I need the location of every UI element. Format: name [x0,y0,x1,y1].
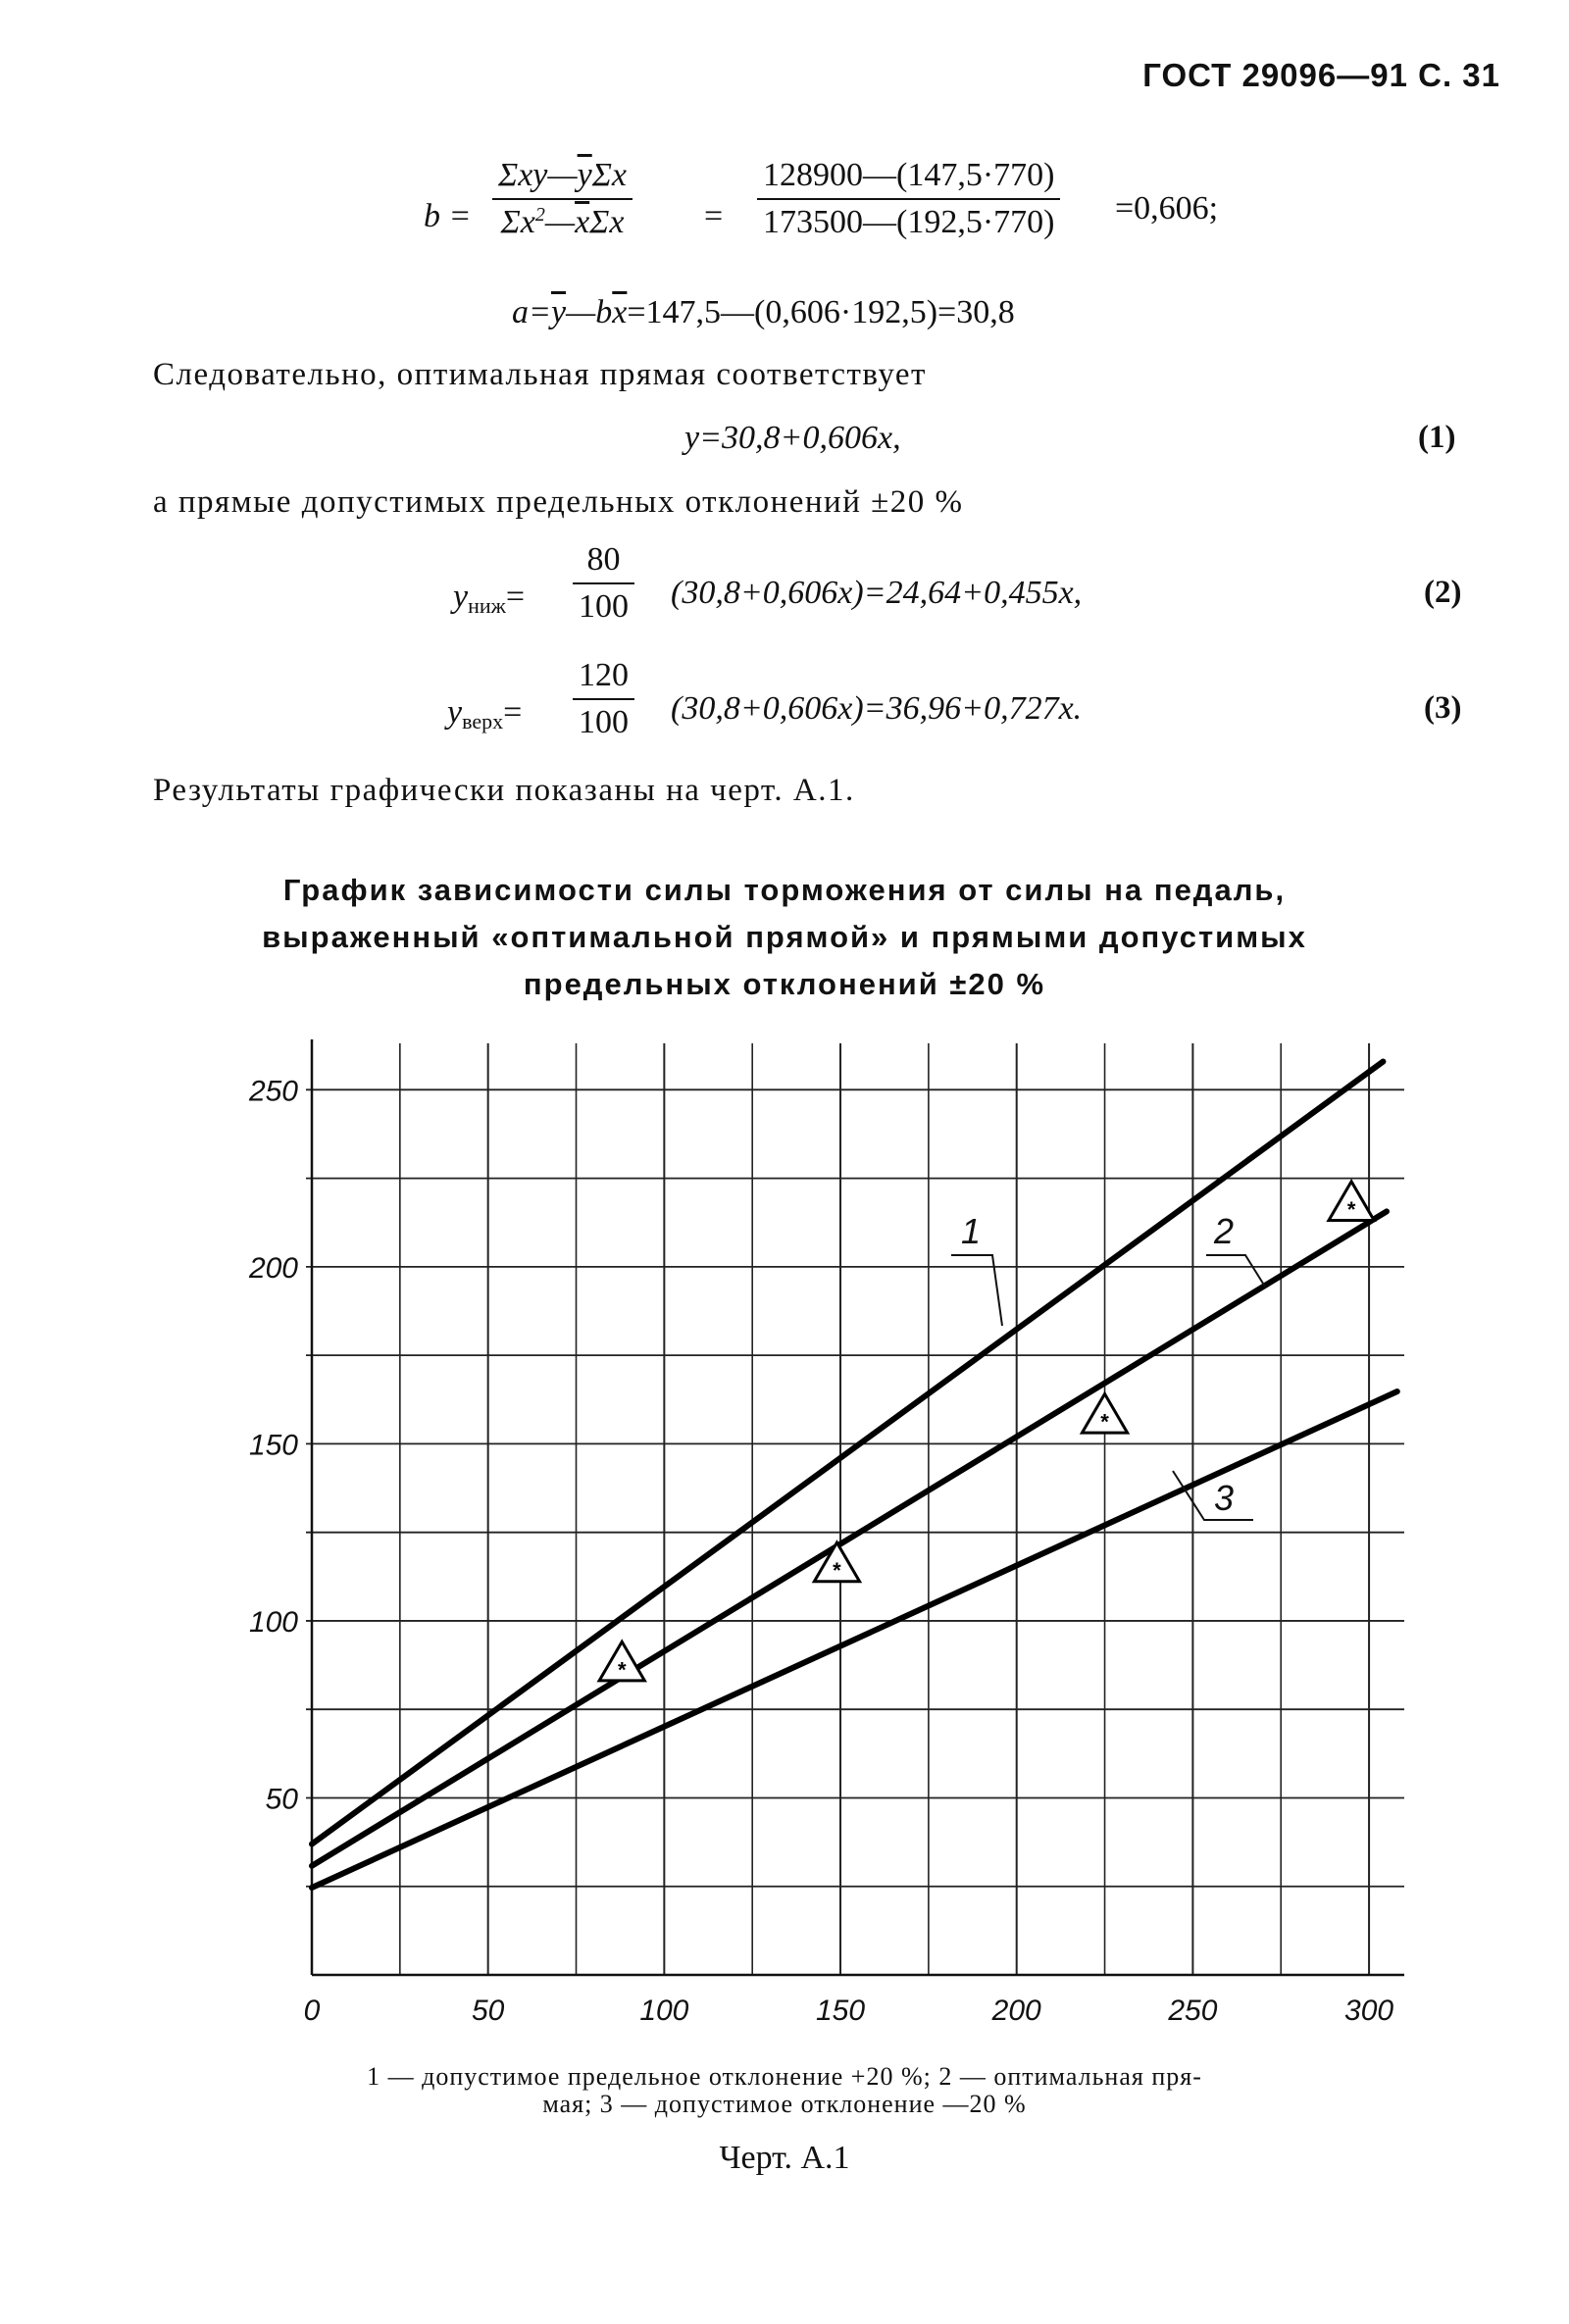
intro-text: Следовательно, оптимальная прямая соответствует [153,357,927,392]
figure-title-line-3: предельных отклонений ±20 % [523,967,1046,1001]
eq3-sub: верх [462,709,504,733]
y-tick-label: 250 [248,1075,298,1108]
a-lhs: a= [512,294,551,330]
caption-line-1: 1 — допустимое предельное отклонение +20 %; 2 — оптимальная пря- [367,2062,1202,2091]
standard-reference: ГОСТ 29096—91 С. 31 [1142,57,1500,93]
deviation-text: а прямые допустимых предельных отклонений ±20 % [153,484,964,520]
caption-line-2: мая; 3 — допустимое отклонение —20 % [542,2090,1027,2118]
data-point-asterisk: * [617,1657,627,1683]
x-tick-label: 0 [303,1995,321,2027]
equation-2-number: (2) [1424,575,1462,610]
b-numeric-denominator: 173500—(192,5·770) [757,198,1060,241]
x-tick-label: 100 [639,1995,689,2027]
b-den-dash: — [544,204,576,240]
data-point-asterisk: * [1100,1409,1109,1435]
line-label-1: 1 [960,1211,982,1251]
chart-grid [306,1039,1404,1975]
x-tick-label: 50 [471,1995,505,2027]
a-ybar: $\overline{y}$ [550,294,567,330]
a-rest: =147,5—(0,606·192,5)=30,8 [627,294,1015,330]
a-xbar: $\overline{x}$ [612,294,628,330]
equation-2-rest: (30,8+0,606x)=24,64+0,455x, [671,575,1083,611]
eq3-frac-den: 100 [573,698,634,741]
equation-1-number: (1) [1418,420,1456,455]
chart-markers [599,1182,1374,1682]
line-label-leader [1206,1255,1265,1287]
figure-label: Черт. А.1 [719,2140,850,2176]
eq2-sub: ниж [468,593,506,618]
series-line-2 [312,1211,1387,1865]
eq3-frac-num: 120 [579,657,629,693]
formula-b-lhs: b = [424,198,472,234]
data-point-asterisk: * [833,1558,841,1584]
x-tick-label: 200 [991,1995,1041,2027]
y-tick-label: 150 [248,1429,298,1462]
eq2-frac-num: 80 [586,541,621,578]
line-label-leader [951,1255,1002,1326]
series-line-3 [312,1391,1397,1888]
equation-3-rest: (30,8+0,606x)=36,96+0,727x. [671,690,1083,727]
y-tick-label: 50 [265,1783,298,1816]
b-num-ybar: $\overline{y}$ [577,157,592,193]
line-label-3: 3 [1213,1478,1235,1518]
b-den-rest: Σx [589,204,625,240]
equation-1: y=30,8+0,606x, [684,420,901,456]
b-numeric-numerator: 128900—(147,5·770) [763,157,1055,193]
formula-b-result: =0,606; [1115,190,1219,227]
formula-b-equals: = [704,198,724,234]
equation-3-number: (3) [1424,690,1462,726]
figure-caption [0,2063,1569,2118]
b-num-part: Σxy— [498,157,578,193]
line-label-2: 2 [1213,1211,1235,1251]
figure-title-line-1: График зависимости силы торможения от силы на педаль, [282,873,1287,907]
eq3-eq: = [503,694,523,731]
eq2-y: y [453,579,469,615]
results-text: Результаты графически показаны на черт. А.1. [153,773,855,808]
a-mid: —b [566,294,613,330]
x-tick-label: 150 [816,1995,866,2027]
b-den-xbar: $\overline{x}$ [575,204,590,240]
b-den-part: Σx [500,204,535,240]
x-tick-label: 300 [1344,1995,1394,2027]
figure-title-line-2: выраженный «оптимальной прямой» и прямыми допустимых [262,920,1307,954]
b-num-rest: Σx [591,157,628,193]
chart-lines [312,1062,1397,1888]
y-tick-label: 200 [248,1251,298,1285]
x-tick-label: 250 [1168,1995,1218,2027]
eq3-y: y [447,694,463,731]
eq2-eq: = [505,579,526,615]
y-tick-label: 100 [248,1605,298,1639]
b-den-sup: 2 [534,204,545,226]
eq2-frac-den: 100 [573,582,634,626]
data-point-asterisk: * [1346,1196,1356,1222]
